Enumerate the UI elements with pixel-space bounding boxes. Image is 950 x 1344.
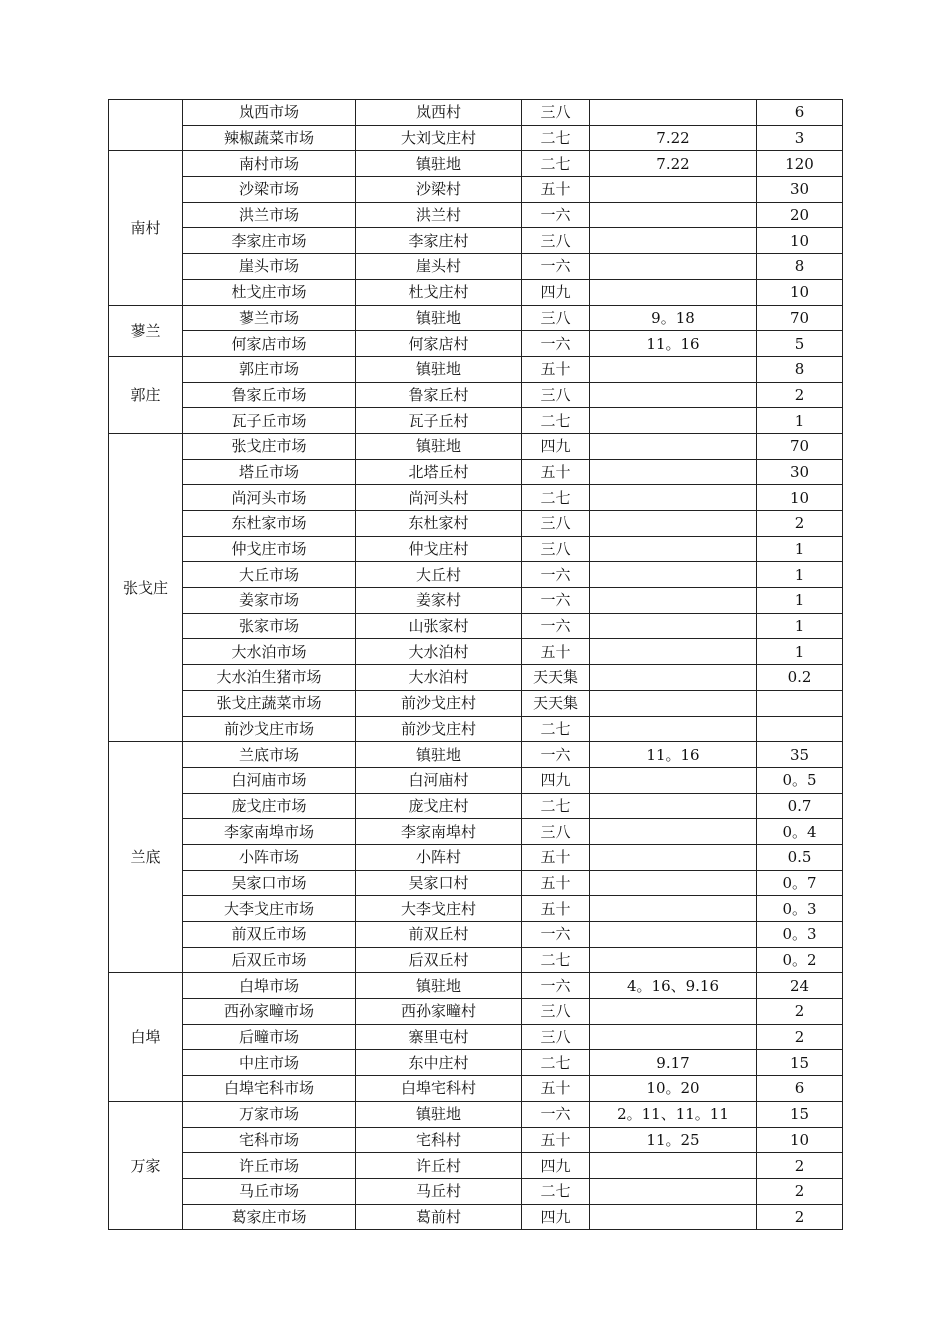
amount-cell: 1 bbox=[757, 536, 843, 562]
market-day-cell: 五十 bbox=[522, 459, 590, 485]
table-row bbox=[109, 870, 843, 896]
fair-date-cell bbox=[590, 100, 757, 126]
fair-date-cell: 11。16 bbox=[590, 331, 757, 357]
market-name-cell: 大丘市场 bbox=[183, 562, 356, 588]
fair-date-cell: 9.17 bbox=[590, 1050, 757, 1076]
market-name-cell: 姜家市场 bbox=[183, 588, 356, 614]
location-cell: 李家庄村 bbox=[356, 228, 522, 254]
location-cell: 尚河头村 bbox=[356, 485, 522, 511]
table-row bbox=[109, 1153, 843, 1179]
market-day-cell: 二七 bbox=[522, 716, 590, 742]
location-cell: 小阵村 bbox=[356, 844, 522, 870]
location-cell: 寨里屯村 bbox=[356, 1024, 522, 1050]
location-cell: 前双丘村 bbox=[356, 922, 522, 948]
fair-date-cell bbox=[590, 767, 757, 793]
market-day-cell: 五十 bbox=[522, 1127, 590, 1153]
market-day-cell: 四九 bbox=[522, 1153, 590, 1179]
location-cell: 前沙戈庄村 bbox=[356, 690, 522, 716]
location-cell: 马丘村 bbox=[356, 1178, 522, 1204]
town-cell: 白埠 bbox=[109, 973, 183, 1101]
amount-cell: 0。2 bbox=[757, 947, 843, 973]
location-cell: 杜戈庄村 bbox=[356, 279, 522, 305]
table-row bbox=[109, 254, 843, 280]
market-day-cell: 三八 bbox=[522, 819, 590, 845]
market-name-cell: 何家店市场 bbox=[183, 331, 356, 357]
market-name-cell: 前双丘市场 bbox=[183, 922, 356, 948]
market-day-cell: 一六 bbox=[522, 613, 590, 639]
amount-cell: 1 bbox=[757, 613, 843, 639]
amount-cell bbox=[757, 716, 843, 742]
table-row bbox=[109, 690, 843, 716]
market-table-body bbox=[109, 100, 843, 1230]
market-name-cell: 塔丘市场 bbox=[183, 459, 356, 485]
amount-cell: 6 bbox=[757, 100, 843, 126]
table-row bbox=[109, 100, 843, 126]
market-day-cell: 四九 bbox=[522, 767, 590, 793]
fair-date-cell bbox=[590, 408, 757, 434]
amount-cell: 2 bbox=[757, 382, 843, 408]
location-cell: 大水泊村 bbox=[356, 665, 522, 691]
market-day-cell: 一六 bbox=[522, 331, 590, 357]
location-cell: 镇驻地 bbox=[356, 1101, 522, 1127]
market-day-cell: 三八 bbox=[522, 999, 590, 1025]
fair-date-cell bbox=[590, 254, 757, 280]
fair-date-cell bbox=[590, 356, 757, 382]
fair-date-cell bbox=[590, 228, 757, 254]
fair-date-cell: 11。16 bbox=[590, 742, 757, 768]
amount-cell: 10 bbox=[757, 1127, 843, 1153]
location-cell: 北塔丘村 bbox=[356, 459, 522, 485]
location-cell: 白埠宅科村 bbox=[356, 1076, 522, 1102]
market-name-cell: 鲁家丘市场 bbox=[183, 382, 356, 408]
amount-cell: 8 bbox=[757, 254, 843, 280]
market-name-cell: 蓼兰市场 bbox=[183, 305, 356, 331]
table-row bbox=[109, 279, 843, 305]
table-row bbox=[109, 1050, 843, 1076]
market-name-cell: 仲戈庄市场 bbox=[183, 536, 356, 562]
location-cell: 大丘村 bbox=[356, 562, 522, 588]
amount-cell: 5 bbox=[757, 331, 843, 357]
market-name-cell: 尚河头市场 bbox=[183, 485, 356, 511]
location-cell: 大水泊村 bbox=[356, 639, 522, 665]
fair-date-cell: 10。20 bbox=[590, 1076, 757, 1102]
table-row bbox=[109, 459, 843, 485]
table-row bbox=[109, 562, 843, 588]
market-name-cell: 大水泊市场 bbox=[183, 639, 356, 665]
fair-date-cell bbox=[590, 639, 757, 665]
town-cell: 蓼兰 bbox=[109, 305, 183, 356]
table-row bbox=[109, 896, 843, 922]
location-cell: 镇驻地 bbox=[356, 356, 522, 382]
market-name-cell: 李家南埠市场 bbox=[183, 819, 356, 845]
market-name-cell: 前沙戈庄市场 bbox=[183, 716, 356, 742]
location-cell: 山张家村 bbox=[356, 613, 522, 639]
market-name-cell: 马丘市场 bbox=[183, 1178, 356, 1204]
market-name-cell: 白埠宅科市场 bbox=[183, 1076, 356, 1102]
table-row bbox=[109, 1024, 843, 1050]
table-row bbox=[109, 408, 843, 434]
market-day-cell: 三八 bbox=[522, 305, 590, 331]
market-day-cell: 四九 bbox=[522, 433, 590, 459]
fair-date-cell bbox=[590, 665, 757, 691]
location-cell: 鲁家丘村 bbox=[356, 382, 522, 408]
table-row bbox=[109, 1101, 843, 1127]
location-cell: 镇驻地 bbox=[356, 973, 522, 999]
fair-date-cell bbox=[590, 896, 757, 922]
amount-cell: 15 bbox=[757, 1101, 843, 1127]
fair-date-cell: 11。25 bbox=[590, 1127, 757, 1153]
fair-date-cell bbox=[590, 536, 757, 562]
amount-cell: 0。3 bbox=[757, 922, 843, 948]
market-name-cell: 白河庙市场 bbox=[183, 767, 356, 793]
table-row bbox=[109, 485, 843, 511]
market-name-cell: 张家市场 bbox=[183, 613, 356, 639]
table-row bbox=[109, 305, 843, 331]
market-day-cell: 三八 bbox=[522, 536, 590, 562]
fair-date-cell bbox=[590, 947, 757, 973]
location-cell: 李家南埠村 bbox=[356, 819, 522, 845]
table-row bbox=[109, 588, 843, 614]
fair-date-cell bbox=[590, 433, 757, 459]
fair-date-cell bbox=[590, 793, 757, 819]
market-day-cell: 三八 bbox=[522, 382, 590, 408]
amount-cell: 15 bbox=[757, 1050, 843, 1076]
fair-date-cell bbox=[590, 999, 757, 1025]
fair-date-cell bbox=[590, 1178, 757, 1204]
fair-date-cell bbox=[590, 1024, 757, 1050]
town-cell: 张戈庄 bbox=[109, 433, 183, 741]
table-row bbox=[109, 356, 843, 382]
table-row bbox=[109, 1076, 843, 1102]
location-cell: 前沙戈庄村 bbox=[356, 716, 522, 742]
location-cell: 镇驻地 bbox=[356, 151, 522, 177]
amount-cell: 0。5 bbox=[757, 767, 843, 793]
amount-cell: 2 bbox=[757, 1153, 843, 1179]
fair-date-cell bbox=[590, 382, 757, 408]
market-name-cell: 许丘市场 bbox=[183, 1153, 356, 1179]
location-cell: 沙梁村 bbox=[356, 177, 522, 203]
amount-cell: 10 bbox=[757, 485, 843, 511]
table-row bbox=[109, 922, 843, 948]
market-day-cell: 一六 bbox=[522, 202, 590, 228]
location-cell: 大李戈庄村 bbox=[356, 896, 522, 922]
fair-date-cell: 7.22 bbox=[590, 125, 757, 151]
amount-cell: 10 bbox=[757, 228, 843, 254]
market-name-cell: 万家市场 bbox=[183, 1101, 356, 1127]
fair-date-cell: 2。11、11。11 bbox=[590, 1101, 757, 1127]
market-name-cell: 后双丘市场 bbox=[183, 947, 356, 973]
table-row bbox=[109, 536, 843, 562]
market-name-cell: 东杜家市场 bbox=[183, 511, 356, 537]
market-day-cell: 二七 bbox=[522, 408, 590, 434]
fair-date-cell bbox=[590, 279, 757, 305]
fair-date-cell bbox=[590, 511, 757, 537]
market-table bbox=[108, 99, 843, 1230]
town-cell: 万家 bbox=[109, 1101, 183, 1229]
table-row bbox=[109, 1178, 843, 1204]
amount-cell: 0。4 bbox=[757, 819, 843, 845]
fair-date-cell bbox=[590, 716, 757, 742]
fair-date-cell: 7.22 bbox=[590, 151, 757, 177]
market-day-cell: 三八 bbox=[522, 511, 590, 537]
market-day-cell: 二七 bbox=[522, 125, 590, 151]
market-day-cell: 五十 bbox=[522, 870, 590, 896]
amount-cell: 3 bbox=[757, 125, 843, 151]
location-cell: 镇驻地 bbox=[356, 305, 522, 331]
location-cell: 镇驻地 bbox=[356, 742, 522, 768]
market-day-cell: 四九 bbox=[522, 1204, 590, 1230]
table-row bbox=[109, 433, 843, 459]
market-day-cell: 二七 bbox=[522, 151, 590, 177]
amount-cell: 24 bbox=[757, 973, 843, 999]
location-cell: 姜家村 bbox=[356, 588, 522, 614]
fair-date-cell bbox=[590, 819, 757, 845]
table-row bbox=[109, 844, 843, 870]
market-name-cell: 南村市场 bbox=[183, 151, 356, 177]
location-cell: 大刘戈庄村 bbox=[356, 125, 522, 151]
amount-cell: 30 bbox=[757, 459, 843, 485]
amount-cell: 1 bbox=[757, 639, 843, 665]
market-day-cell: 二七 bbox=[522, 947, 590, 973]
market-day-cell: 一六 bbox=[522, 562, 590, 588]
market-name-cell: 大水泊生猪市场 bbox=[183, 665, 356, 691]
fair-date-cell bbox=[590, 1204, 757, 1230]
fair-date-cell bbox=[590, 870, 757, 896]
location-cell: 宅科村 bbox=[356, 1127, 522, 1153]
amount-cell: 8 bbox=[757, 356, 843, 382]
location-cell: 何家店村 bbox=[356, 331, 522, 357]
amount-cell: 20 bbox=[757, 202, 843, 228]
market-name-cell: 瓦子丘市场 bbox=[183, 408, 356, 434]
amount-cell: 1 bbox=[757, 562, 843, 588]
amount-cell: 70 bbox=[757, 305, 843, 331]
market-day-cell: 三八 bbox=[522, 228, 590, 254]
fair-date-cell bbox=[590, 177, 757, 203]
market-day-cell: 一六 bbox=[522, 1101, 590, 1127]
market-name-cell: 后疃市场 bbox=[183, 1024, 356, 1050]
market-name-cell: 张戈庄蔬菜市场 bbox=[183, 690, 356, 716]
table-row bbox=[109, 382, 843, 408]
location-cell: 白河庙村 bbox=[356, 767, 522, 793]
location-cell: 后双丘村 bbox=[356, 947, 522, 973]
table-row bbox=[109, 1204, 843, 1230]
amount-cell: 10 bbox=[757, 279, 843, 305]
market-name-cell: 洪兰市场 bbox=[183, 202, 356, 228]
market-day-cell: 五十 bbox=[522, 177, 590, 203]
amount-cell: 2 bbox=[757, 999, 843, 1025]
fair-date-cell bbox=[590, 459, 757, 485]
market-day-cell: 五十 bbox=[522, 844, 590, 870]
table-row bbox=[109, 1127, 843, 1153]
table-row bbox=[109, 331, 843, 357]
table-row bbox=[109, 202, 843, 228]
market-day-cell: 五十 bbox=[522, 639, 590, 665]
amount-cell: 0。3 bbox=[757, 896, 843, 922]
amount-cell: 2 bbox=[757, 1024, 843, 1050]
market-day-cell: 二七 bbox=[522, 485, 590, 511]
location-cell: 庞戈庄村 bbox=[356, 793, 522, 819]
fair-date-cell bbox=[590, 588, 757, 614]
amount-cell: 0.2 bbox=[757, 665, 843, 691]
table-row bbox=[109, 228, 843, 254]
amount-cell: 2 bbox=[757, 1204, 843, 1230]
town-cell: 郭庄 bbox=[109, 356, 183, 433]
fair-date-cell bbox=[590, 922, 757, 948]
market-name-cell: 辣椒蔬菜市场 bbox=[183, 125, 356, 151]
market-day-cell: 二七 bbox=[522, 1050, 590, 1076]
table-row bbox=[109, 947, 843, 973]
table-row bbox=[109, 511, 843, 537]
table-row bbox=[109, 793, 843, 819]
fair-date-cell bbox=[590, 844, 757, 870]
fair-date-cell bbox=[590, 1153, 757, 1179]
market-day-cell: 二七 bbox=[522, 1178, 590, 1204]
market-name-cell: 西孙家疃市场 bbox=[183, 999, 356, 1025]
market-name-cell: 葛家庄市场 bbox=[183, 1204, 356, 1230]
location-cell: 瓦子丘村 bbox=[356, 408, 522, 434]
market-day-cell: 天天集 bbox=[522, 665, 590, 691]
location-cell: 东中庄村 bbox=[356, 1050, 522, 1076]
table-row bbox=[109, 819, 843, 845]
market-name-cell: 宅科市场 bbox=[183, 1127, 356, 1153]
market-day-cell: 一六 bbox=[522, 254, 590, 280]
location-cell: 许丘村 bbox=[356, 1153, 522, 1179]
amount-cell bbox=[757, 690, 843, 716]
market-name-cell: 张戈庄市场 bbox=[183, 433, 356, 459]
town-cell: 兰底 bbox=[109, 742, 183, 973]
market-day-cell: 四九 bbox=[522, 279, 590, 305]
fair-date-cell: 9。18 bbox=[590, 305, 757, 331]
location-cell: 葛前村 bbox=[356, 1204, 522, 1230]
market-name-cell: 兰底市场 bbox=[183, 742, 356, 768]
town-cell bbox=[109, 100, 183, 151]
market-name-cell: 白埠市场 bbox=[183, 973, 356, 999]
table-row bbox=[109, 125, 843, 151]
amount-cell: 1 bbox=[757, 588, 843, 614]
table-row bbox=[109, 973, 843, 999]
table-row bbox=[109, 639, 843, 665]
town-cell: 南村 bbox=[109, 151, 183, 305]
fair-date-cell bbox=[590, 690, 757, 716]
market-name-cell: 杜戈庄市场 bbox=[183, 279, 356, 305]
fair-date-cell bbox=[590, 562, 757, 588]
amount-cell: 0。7 bbox=[757, 870, 843, 896]
location-cell: 东杜家村 bbox=[356, 511, 522, 537]
location-cell: 西孙家疃村 bbox=[356, 999, 522, 1025]
market-day-cell: 一六 bbox=[522, 922, 590, 948]
amount-cell: 2 bbox=[757, 1178, 843, 1204]
market-name-cell: 大李戈庄市场 bbox=[183, 896, 356, 922]
location-cell: 洪兰村 bbox=[356, 202, 522, 228]
fair-date-cell: 4。16、9.16 bbox=[590, 973, 757, 999]
amount-cell: 1 bbox=[757, 408, 843, 434]
fair-date-cell bbox=[590, 613, 757, 639]
market-day-cell: 五十 bbox=[522, 356, 590, 382]
amount-cell: 30 bbox=[757, 177, 843, 203]
market-day-cell: 一六 bbox=[522, 588, 590, 614]
market-name-cell: 崖头市场 bbox=[183, 254, 356, 280]
market-day-cell: 天天集 bbox=[522, 690, 590, 716]
table-row bbox=[109, 665, 843, 691]
amount-cell: 6 bbox=[757, 1076, 843, 1102]
location-cell: 镇驻地 bbox=[356, 433, 522, 459]
market-day-cell: 一六 bbox=[522, 973, 590, 999]
table-row bbox=[109, 767, 843, 793]
amount-cell: 0.5 bbox=[757, 844, 843, 870]
table-row bbox=[109, 716, 843, 742]
market-day-cell: 三八 bbox=[522, 100, 590, 126]
market-name-cell: 沙梁市场 bbox=[183, 177, 356, 203]
market-name-cell: 吴家口市场 bbox=[183, 870, 356, 896]
location-cell: 岚西村 bbox=[356, 100, 522, 126]
location-cell: 吴家口村 bbox=[356, 870, 522, 896]
market-day-cell: 二七 bbox=[522, 793, 590, 819]
table-row bbox=[109, 613, 843, 639]
fair-date-cell bbox=[590, 202, 757, 228]
amount-cell: 2 bbox=[757, 511, 843, 537]
market-name-cell: 庞戈庄市场 bbox=[183, 793, 356, 819]
market-day-cell: 五十 bbox=[522, 896, 590, 922]
market-day-cell: 一六 bbox=[522, 742, 590, 768]
amount-cell: 70 bbox=[757, 433, 843, 459]
market-name-cell: 李家庄市场 bbox=[183, 228, 356, 254]
fair-date-cell bbox=[590, 485, 757, 511]
amount-cell: 120 bbox=[757, 151, 843, 177]
amount-cell: 35 bbox=[757, 742, 843, 768]
market-day-cell: 三八 bbox=[522, 1024, 590, 1050]
market-name-cell: 中庄市场 bbox=[183, 1050, 356, 1076]
table-row bbox=[109, 151, 843, 177]
location-cell: 崖头村 bbox=[356, 254, 522, 280]
market-name-cell: 岚西市场 bbox=[183, 100, 356, 126]
market-day-cell: 五十 bbox=[522, 1076, 590, 1102]
table-row bbox=[109, 999, 843, 1025]
amount-cell: 0.7 bbox=[757, 793, 843, 819]
market-name-cell: 小阵市场 bbox=[183, 844, 356, 870]
market-name-cell: 郭庄市场 bbox=[183, 356, 356, 382]
table-row bbox=[109, 177, 843, 203]
location-cell: 仲戈庄村 bbox=[356, 536, 522, 562]
table-row bbox=[109, 742, 843, 768]
